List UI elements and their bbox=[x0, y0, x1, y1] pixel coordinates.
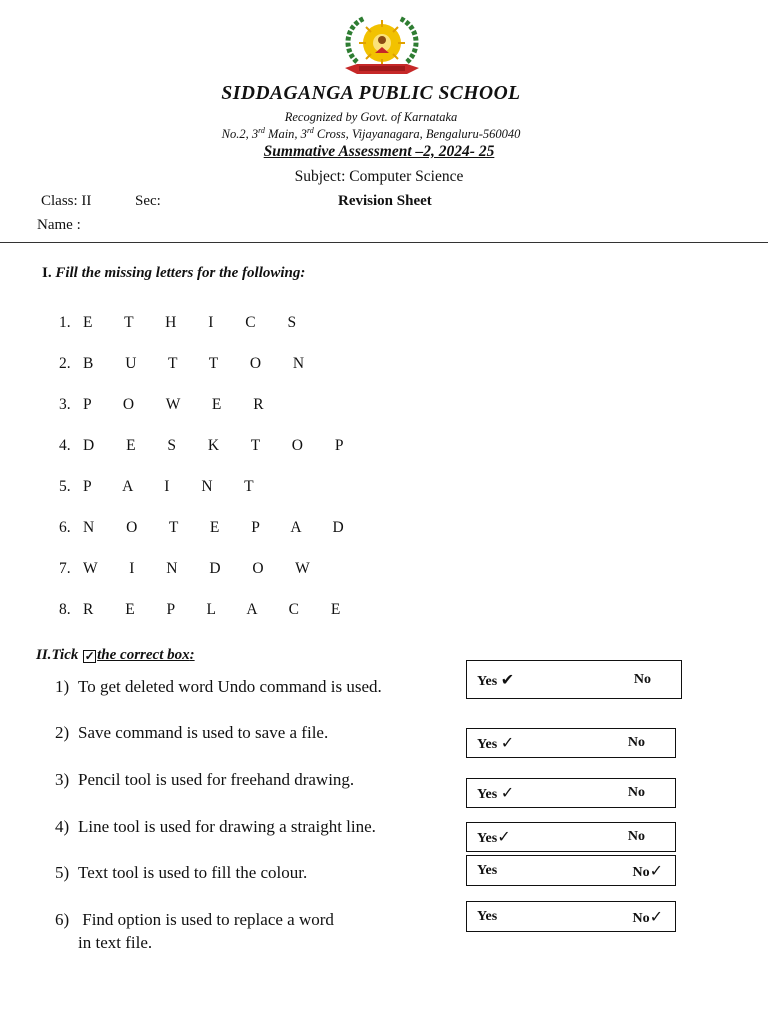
question-item: 1) To get deleted word Undo command is used. bbox=[55, 677, 382, 696]
answer-box bbox=[466, 660, 682, 699]
checkbox-icon: ✓ bbox=[84, 649, 95, 663]
no-option: No bbox=[633, 671, 651, 687]
subject-line: Subject: Computer Science bbox=[294, 168, 464, 185]
answer-box bbox=[466, 728, 676, 758]
question-item: 2) Save command is used to save a file. bbox=[55, 723, 329, 742]
question-item: 4) Line tool is used for drawing a straight line. bbox=[55, 817, 376, 836]
tick-icon: ✓ bbox=[649, 908, 663, 926]
question-item: 6) Find option is used to replace a word bbox=[55, 910, 334, 929]
sheet-title: Revision Sheet bbox=[338, 193, 432, 209]
section-1-heading: I. Fill the missing letters for the following: bbox=[42, 265, 306, 281]
no-option: No bbox=[627, 829, 645, 844]
answer-box bbox=[466, 822, 676, 852]
recognition-line: Recognized by Govt. of Karnataka bbox=[284, 110, 458, 124]
tick-icon: ✓ bbox=[649, 862, 663, 880]
section-2-heading: II.Tick ✓ the correct box: bbox=[36, 647, 195, 663]
tick-icon: ✓ bbox=[497, 829, 511, 846]
tick-icon: ✔ bbox=[500, 671, 515, 689]
class-label: Class: II bbox=[41, 193, 92, 209]
header-divider bbox=[0, 242, 768, 243]
answer-box bbox=[466, 901, 676, 932]
answer-box bbox=[466, 855, 676, 886]
no-option: No bbox=[627, 785, 645, 800]
no-option: No✓ bbox=[632, 908, 663, 926]
school-name: SIDDAGANGA PUBLIC SCHOOL bbox=[221, 83, 521, 104]
no-option: No bbox=[627, 735, 645, 750]
section-label: Sec: bbox=[135, 193, 161, 209]
list-item: 5. P A I N T bbox=[59, 478, 268, 495]
list-item: 1. E T H I C S bbox=[59, 314, 311, 331]
tick-icon: ✓ bbox=[500, 735, 515, 752]
answer-box bbox=[466, 778, 676, 808]
yes-option: Yes bbox=[477, 862, 498, 878]
yes-option: Yes ✓ bbox=[477, 785, 515, 802]
list-item: 6. N O T E P A D bbox=[59, 519, 358, 536]
question-item: 3) Pencil tool is used for freehand drawing. bbox=[55, 770, 355, 789]
list-item: 8. R E P L A C E bbox=[59, 601, 355, 618]
yes-option: Yes ✔ bbox=[477, 671, 515, 689]
list-item: 7. W I N D O W bbox=[59, 560, 324, 577]
no-option: No✓ bbox=[632, 862, 663, 880]
list-item: 2. B U T T O N bbox=[59, 355, 319, 372]
list-item: 4. D E S K T O P bbox=[59, 437, 358, 454]
yes-option: Yes bbox=[477, 908, 498, 924]
question-item-continuation: in text file. bbox=[78, 933, 153, 952]
question-item: 5) Text tool is used to fill the colour. bbox=[55, 863, 308, 882]
yes-option: Yes ✓ bbox=[477, 735, 515, 752]
yes-option: Yes✓ bbox=[477, 829, 511, 846]
tick-icon: ✓ bbox=[500, 785, 515, 802]
exam-title: Summative Assessment –2, 2024- 25 bbox=[263, 143, 495, 160]
name-label: Name : bbox=[37, 217, 81, 233]
school-address: No.2, 3rd Main, 3rd Cross, Vijayanagara, Bengaluru-560040 bbox=[221, 126, 521, 142]
school-logo bbox=[337, 10, 427, 78]
list-item: 3. P O W E R bbox=[59, 396, 278, 413]
